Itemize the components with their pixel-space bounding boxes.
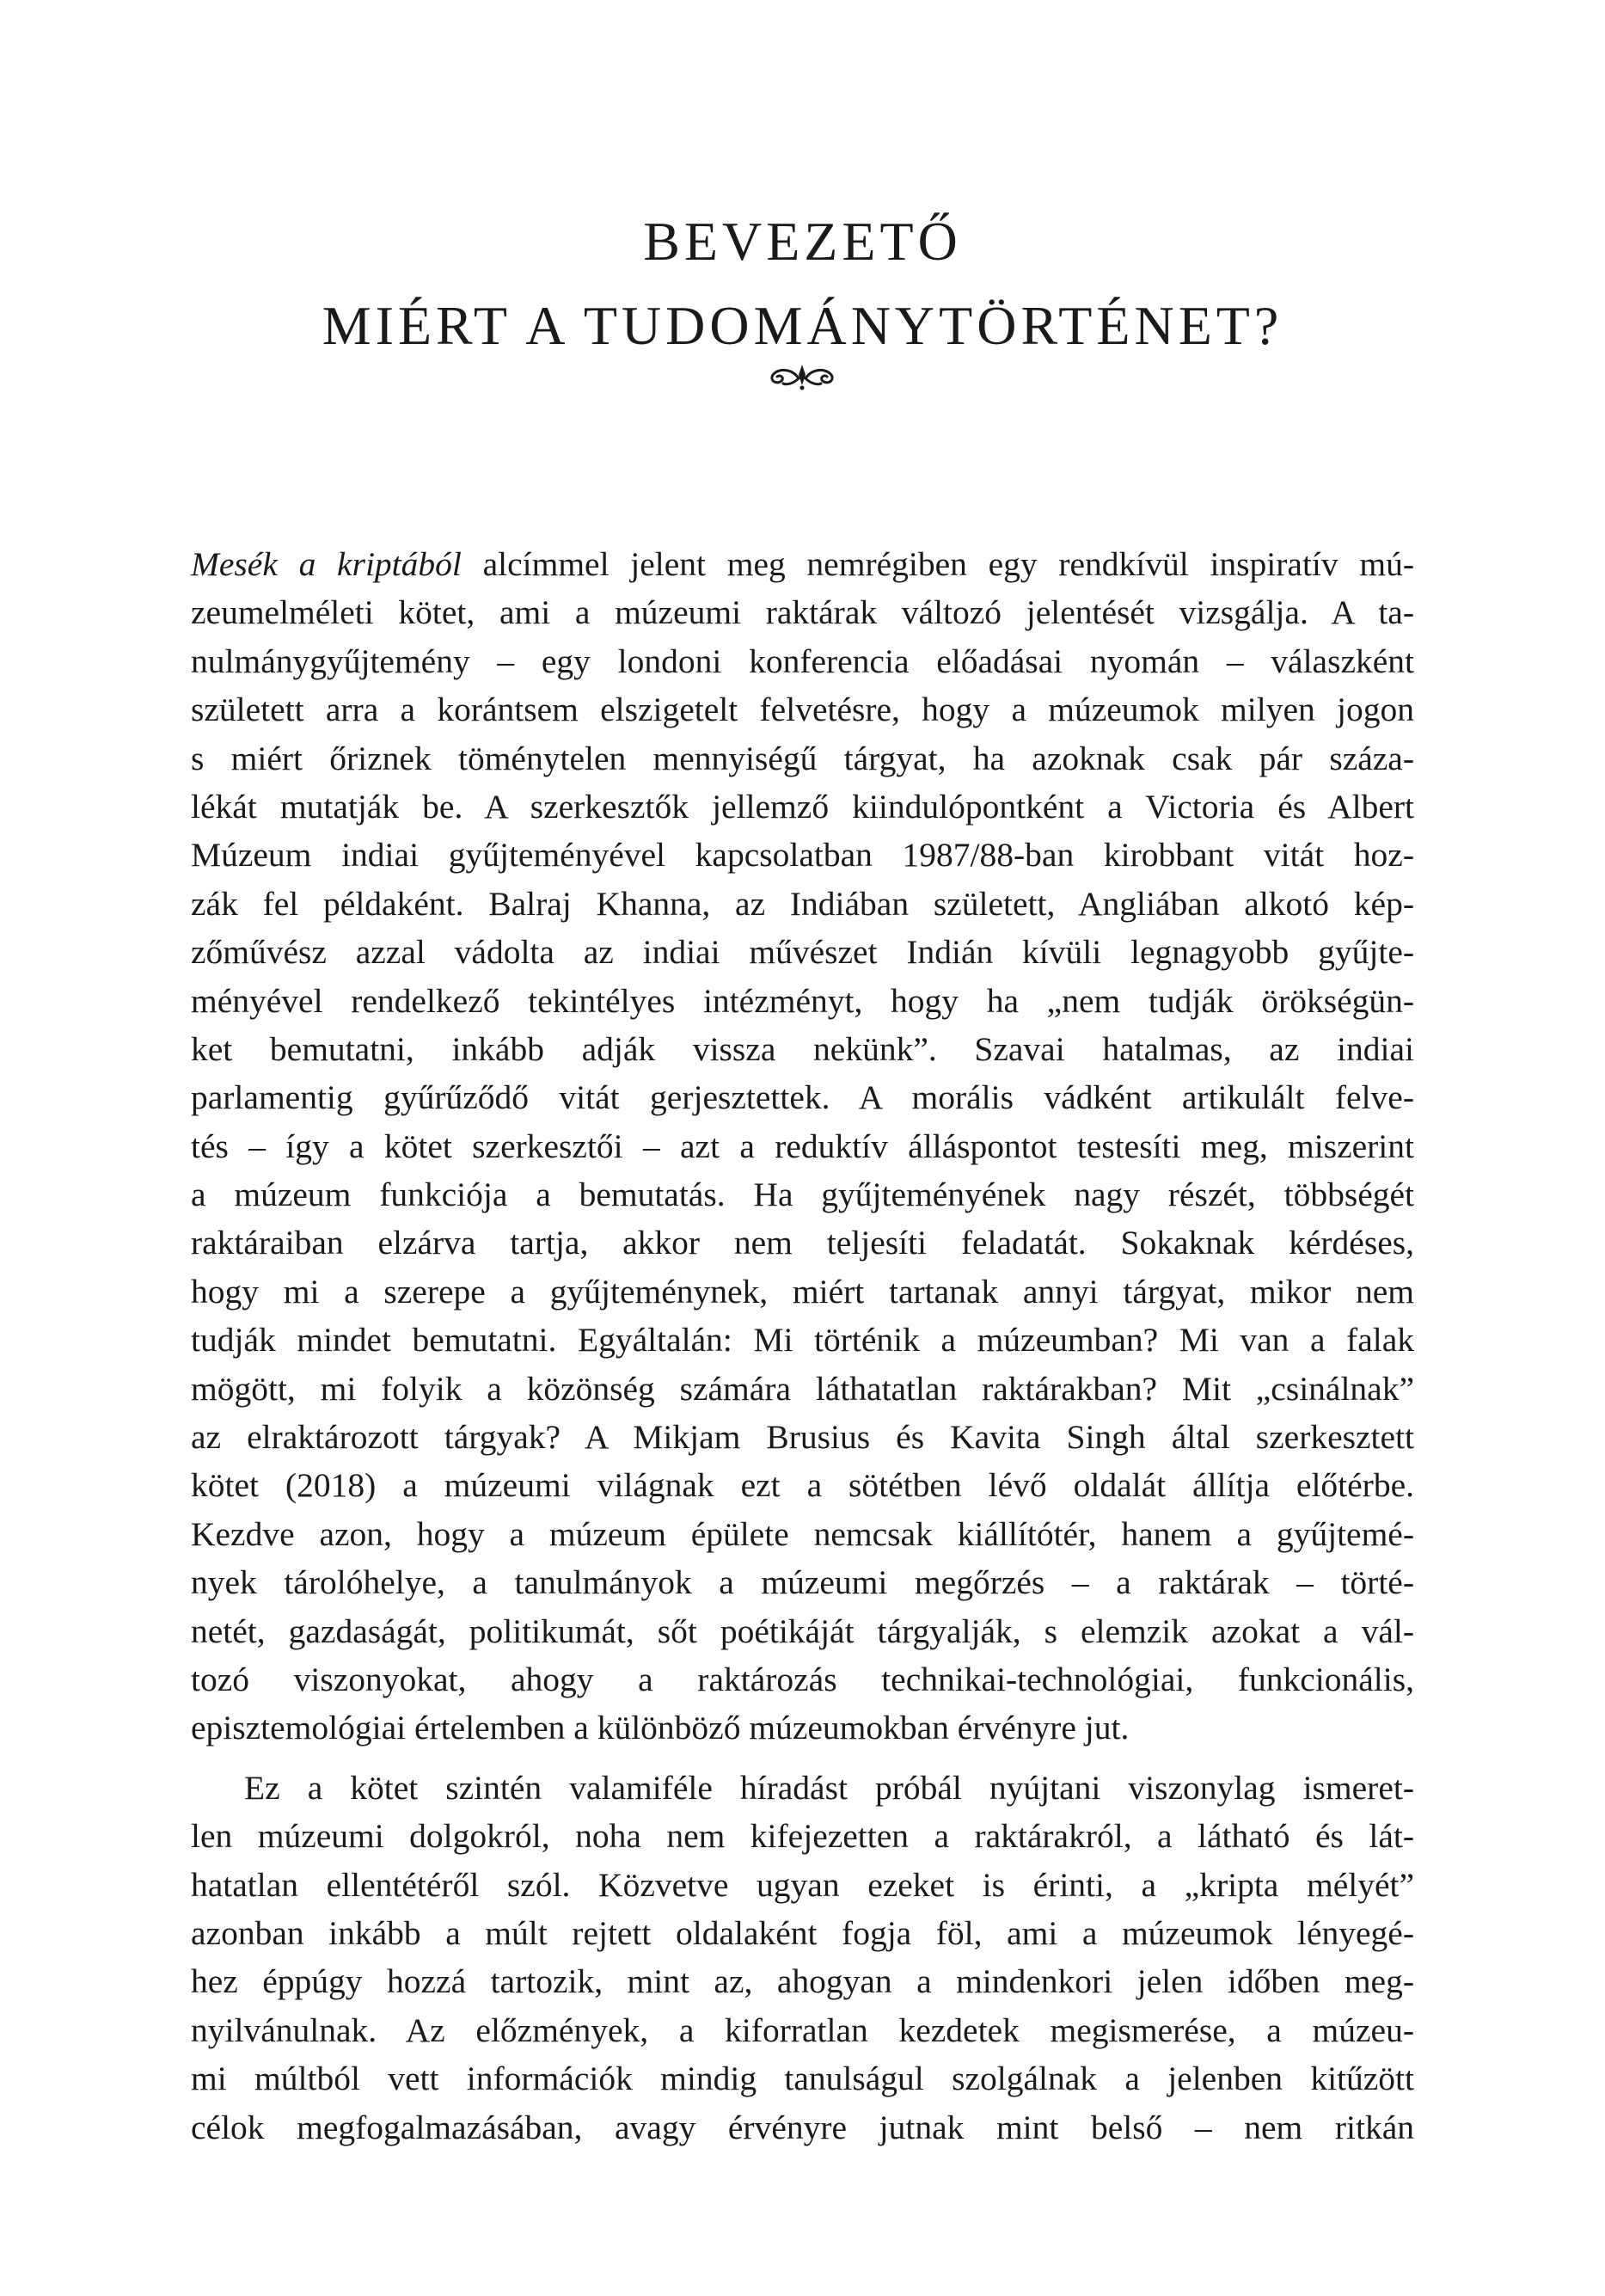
- text-line: netét, gazdaságát, politikumát, sőt poétikáját tárgyalják, s elemzik azokat a vál-: [191, 1611, 1414, 1650]
- text-line: hez éppúgy hozzá tartozik, mint az, ahogyan a mindenkori jelen időben meg-: [191, 1962, 1414, 2001]
- text-line: Mesék a kriptából alcímmel jelent meg nemrégiben egy rendkívül inspiratív mú-: [191, 545, 1414, 583]
- text-line: episztemológiai értelemben a különböző múzeumokban érvényre jut.: [191, 1709, 1130, 1747]
- text-line: mögött, mi folyik a közönség számára láthatatlan raktárakban? Mit „csinálnak”: [191, 1369, 1414, 1408]
- text-line: a múzeum funkciója a bemutatás. Ha gyűjteményének nagy részét, többségét: [191, 1176, 1414, 1214]
- text-line: hogy mi a szerepe a gyűjteménynek, miért tartanak annyi tárgyat, mikor nem: [191, 1272, 1414, 1311]
- text-line: nulmánygyűjtemény – egy londoni konferencia előadásai nyomán – válaszként: [191, 642, 1414, 680]
- text-line: tudják mindet bemutatni. Egyáltalán: Mi történik a múzeumban? Mi van a falak: [191, 1321, 1414, 1360]
- text-line: az elraktározott tárgyak? A Mikjam Brusius és Kavita Singh által szerkesztett: [191, 1418, 1414, 1457]
- text-line: ket bemutatni, inkább adják vissza nekünk”. Szavai hatalmas, az indiai: [191, 1029, 1414, 1068]
- text-line: lékát mutatják be. A szerkesztők jellemző kiindulópontként a Victoria és Albert: [191, 787, 1414, 826]
- text-line: raktáraiban elzárva tartja, akkor nem teljesíti feladatát. Sokaknak kérdéses,: [191, 1224, 1414, 1262]
- text-line: ményével rendelkező tekintélyes intézményt, hogy ha „nem tudják örökségün-: [191, 981, 1414, 1020]
- body-text: [191, 540, 1414, 2152]
- text-line: célok megfogalmazásában, avagy érvényre jutnak mint belső – nem ritkán: [191, 2108, 1414, 2146]
- chapter-title: BEVEZETŐ: [643, 211, 962, 272]
- text-line: tozó viszonyokat, ahogy a raktározás technikai-technológiai, funkcionális,: [191, 1660, 1414, 1698]
- text-line: s miért őriznek töménytelen mennyiségű tárgyat, ha azoknak csak pár száza-: [191, 739, 1414, 777]
- text-line: azonban inkább a múlt rejtett oldalaként fogja föl, ami a múzeumok lényegé-: [191, 1913, 1414, 1952]
- text-line: hatatlan ellentétéről szól. Közvetve ugyan ezeket is érinti, a „kripta mélyét”: [191, 1865, 1414, 1904]
- text-line: zeumelméleti kötet, ami a múzeumi raktárak változó jelentését vizsgálja. A ta-: [191, 593, 1414, 632]
- book-title-italic: Mesék a kriptából: [191, 545, 462, 583]
- text-line: tés – így a kötet szerkesztői – azt a reduktív álláspontot testesíti meg, miszerint: [191, 1127, 1414, 1165]
- chapter-heading: [0, 200, 1605, 368]
- text-line: parlamentig gyűrűződő vitát gerjesztettek. A morális vádként artikulált felve-: [191, 1078, 1414, 1117]
- fleuron-ornament-icon: [759, 359, 845, 394]
- chapter-subtitle: MIÉRT A TUDOMÁNYTÖRTÉNET?: [322, 295, 1283, 356]
- text-line: zák fel példaként. Balraj Khanna, az Indiában született, Angliában alkotó kép-: [191, 884, 1414, 923]
- text-line: Kezdve azon, hogy a múzeum épülete nemcsak kiállítótér, hanem a gyűjtemé-: [191, 1514, 1414, 1553]
- text-line: zőművész azzal vádolta az indiai művészet Indián kívüli legnagyobb gyűjte-: [191, 933, 1414, 972]
- text-line: len múzeumi dolgokról, noha nem kifejezetten a raktárakról, a látható és lát-: [191, 1817, 1414, 1856]
- text-line: mi múltból vett információk mindig tanulságul szolgálnak a jelenben kitűzött: [191, 2060, 1414, 2098]
- text-line: született arra a korántsem elszigetelt felvetésre, hogy a múzeumok milyen jogon: [191, 691, 1414, 729]
- text-line: nyilvánulnak. Az előzmények, a kiforratlan kezdetek megismerése, a múzeu-: [191, 2011, 1414, 2049]
- text-line: nyek tárolóhelye, a tanulmányok a múzeumi megőrzés – a raktárak – törté-: [191, 1563, 1414, 1602]
- text-line: kötet (2018) a múzeumi világnak ezt a sötétben lévő oldalát állítja előtérbe.: [191, 1466, 1414, 1505]
- paragraph-gap: [191, 1753, 1414, 1764]
- text-line: Ez a kötet szintén valamiféle híradást próbál nyújtani viszonylag ismeret-: [244, 1768, 1414, 1807]
- text-line: Múzeum indiai gyűjteményével kapcsolatban 1987/88-ban kirobbant vitát hoz-: [191, 836, 1414, 875]
